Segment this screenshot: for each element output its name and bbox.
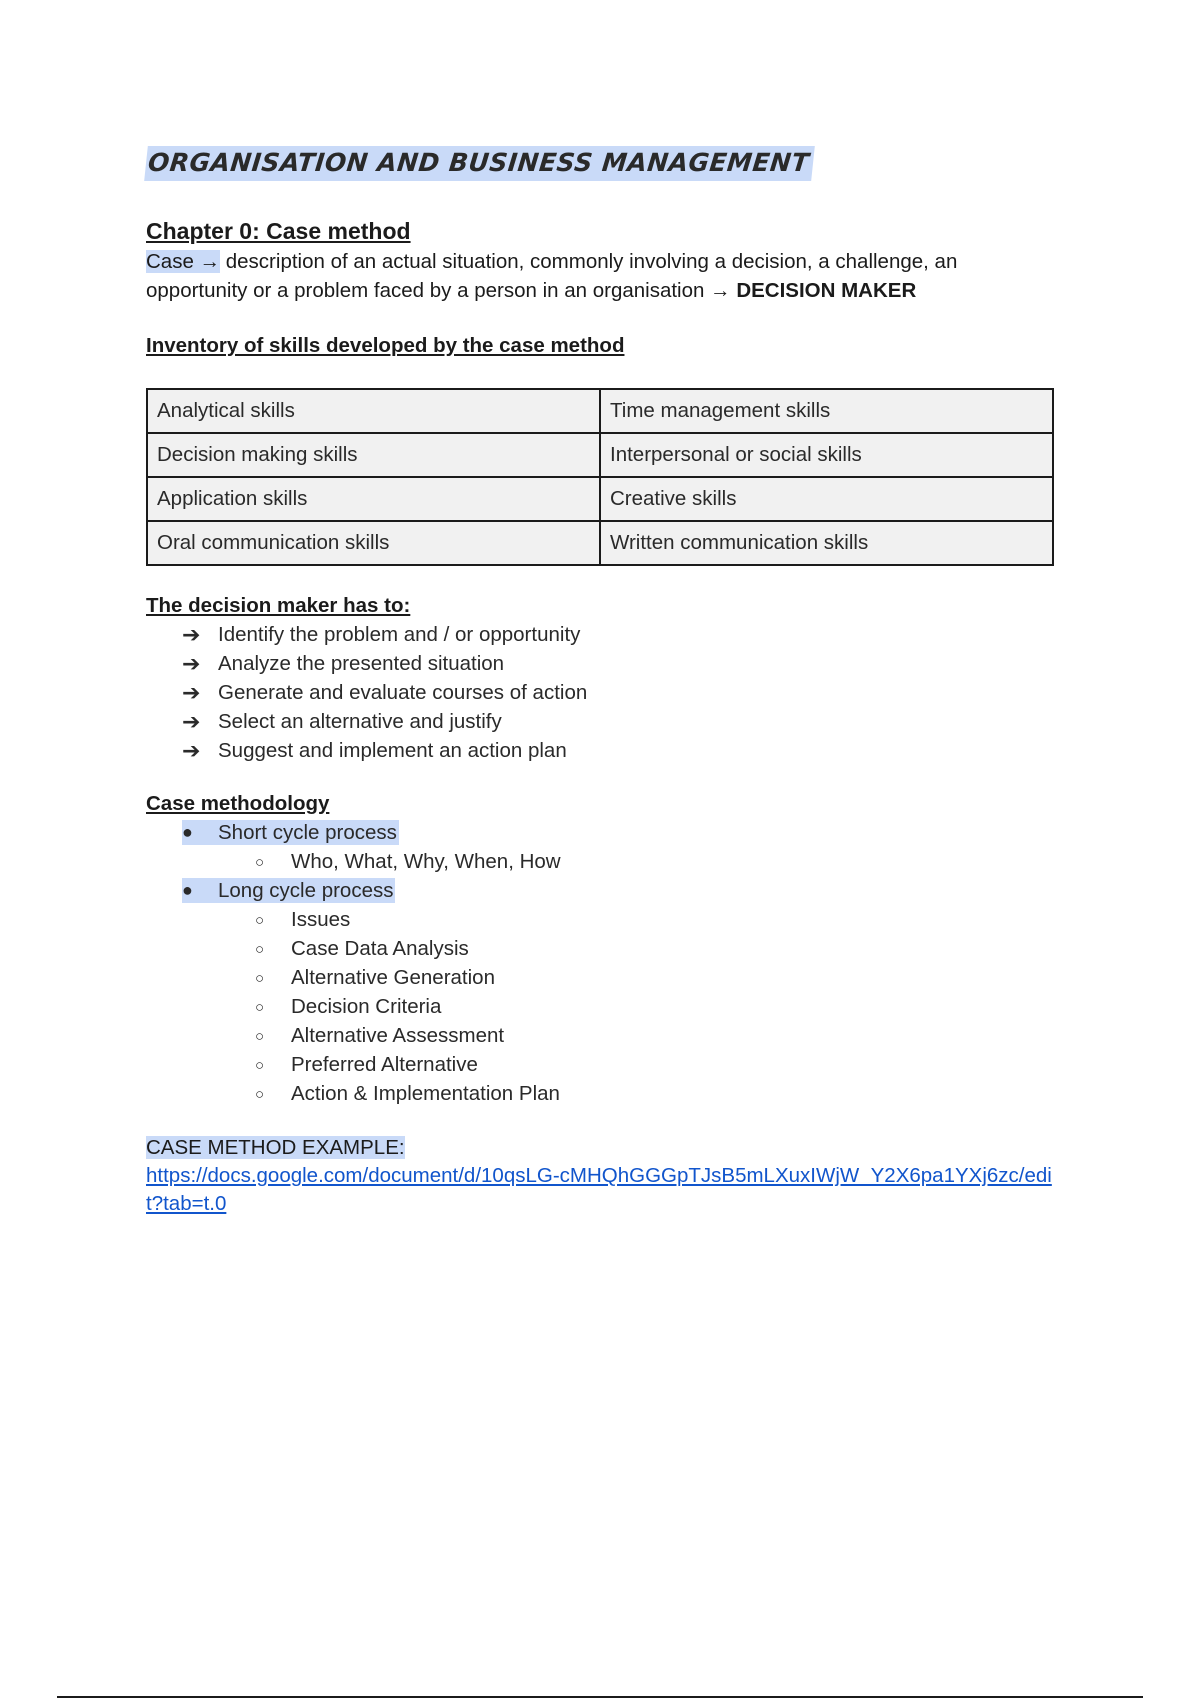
list-item: [146, 876, 1056, 1108]
list-item: [146, 1079, 1056, 1108]
decision-maker-heading: The decision maker has to:: [146, 594, 411, 617]
list-item: [146, 707, 1056, 736]
table-cell: Analytical skills: [147, 389, 600, 433]
example-link[interactable]: https://docs.google.com/document/d/10qsLG-cMHQhGGGpTJsB5mLXuxIWjW_Y2X6pa1YXj6zc/edit?tab=t.0: [146, 1164, 1052, 1215]
long-cycle-label: Long cycle process: [182, 878, 395, 903]
table-row: [147, 389, 1053, 433]
list-item: [146, 1021, 1056, 1050]
list-item-text: Decision Criteria: [291, 995, 442, 1018]
circle-bullet-icon: ○: [255, 854, 265, 871]
circle-bullet-icon: ○: [255, 1086, 265, 1103]
case-definition: [146, 247, 1056, 305]
table-row: [147, 521, 1053, 565]
list-item-text: Generate and evaluate courses of action: [218, 681, 588, 704]
list-item-text: Alternative Generation: [291, 966, 495, 989]
table-cell: Interpersonal or social skills: [600, 433, 1053, 477]
list-item-text: Alternative Assessment: [291, 1024, 505, 1047]
decision-maker-list: [146, 620, 1056, 765]
example-label: CASE METHOD EXAMPLE:: [146, 1136, 405, 1159]
circle-bullet-icon: ○: [255, 1057, 265, 1074]
methodology-list: [146, 818, 1056, 1108]
list-item: [146, 963, 1056, 992]
chapter-heading: Chapter 0: Case method: [146, 218, 411, 244]
document-page: [146, 146, 1056, 1218]
list-item: [146, 818, 1056, 876]
list-item-text: Identify the problem and / or opportunity: [218, 623, 581, 646]
arrow-icon: ➔: [182, 738, 201, 763]
table-row: [147, 433, 1053, 477]
methodology-heading: Case methodology: [146, 792, 330, 815]
table-cell: Decision making skills: [147, 433, 600, 477]
footer-divider: [57, 1696, 1143, 1698]
list-item: [146, 992, 1056, 1021]
table-cell: Oral communication skills: [147, 521, 600, 565]
list-item-text: Analyze the presented situation: [218, 652, 505, 675]
list-item: [146, 905, 1056, 934]
table-cell: Creative skills: [600, 477, 1053, 521]
table-row: [147, 477, 1053, 521]
circle-bullet-icon: ○: [255, 941, 265, 958]
list-item: [146, 1050, 1056, 1079]
list-item-text: Preferred Alternative: [291, 1053, 478, 1076]
document-title: ORGANISATION AND BUSINESS MANAGEMENT: [144, 146, 815, 181]
table-cell: Application skills: [147, 477, 600, 521]
list-item: [146, 934, 1056, 963]
skills-heading: Inventory of skills developed by the case method: [146, 334, 625, 357]
example-label-line: [146, 1133, 1056, 1162]
short-cycle-label: Short cycle process: [182, 820, 399, 845]
list-item: [146, 620, 1056, 649]
table-cell: Written communication skills: [600, 521, 1053, 565]
list-item-text: Case Data Analysis: [291, 937, 469, 960]
list-item: [146, 847, 1056, 876]
case-definition-text: description of an actual situation, commonly involving a decision, a challenge, an opportunity or a problem faced by a person in an organisation: [146, 250, 958, 302]
skills-table: [146, 388, 1054, 566]
list-item-text: Who, What, Why, When, How: [291, 850, 561, 873]
list-item: [146, 649, 1056, 678]
short-cycle-list: [218, 847, 1056, 876]
arrow-icon: ➔: [182, 622, 201, 647]
arrow-icon: ➔: [182, 651, 201, 676]
circle-bullet-icon: ○: [255, 970, 265, 987]
bullet-icon: ●: [182, 822, 193, 842]
bullet-icon: ●: [182, 880, 193, 900]
arrow-icon: ➔: [182, 709, 201, 734]
arrow-icon: ➔: [182, 680, 201, 705]
list-item: [146, 736, 1056, 765]
list-item: [146, 678, 1056, 707]
circle-bullet-icon: ○: [255, 1028, 265, 1045]
definition-arrow: →: [710, 279, 731, 302]
list-item-text: Action & Implementation Plan: [291, 1082, 560, 1105]
case-term: Case →: [146, 250, 221, 273]
list-item-text: Select an alternative and justify: [218, 710, 502, 733]
table-cell: Time management skills: [600, 389, 1053, 433]
circle-bullet-icon: ○: [255, 912, 265, 929]
circle-bullet-icon: ○: [255, 999, 265, 1016]
decision-maker-label: DECISION MAKER: [736, 279, 917, 302]
long-cycle-list: [218, 905, 1056, 1108]
list-item-text: Suggest and implement an action plan: [218, 739, 567, 762]
list-item-text: Issues: [291, 908, 351, 931]
